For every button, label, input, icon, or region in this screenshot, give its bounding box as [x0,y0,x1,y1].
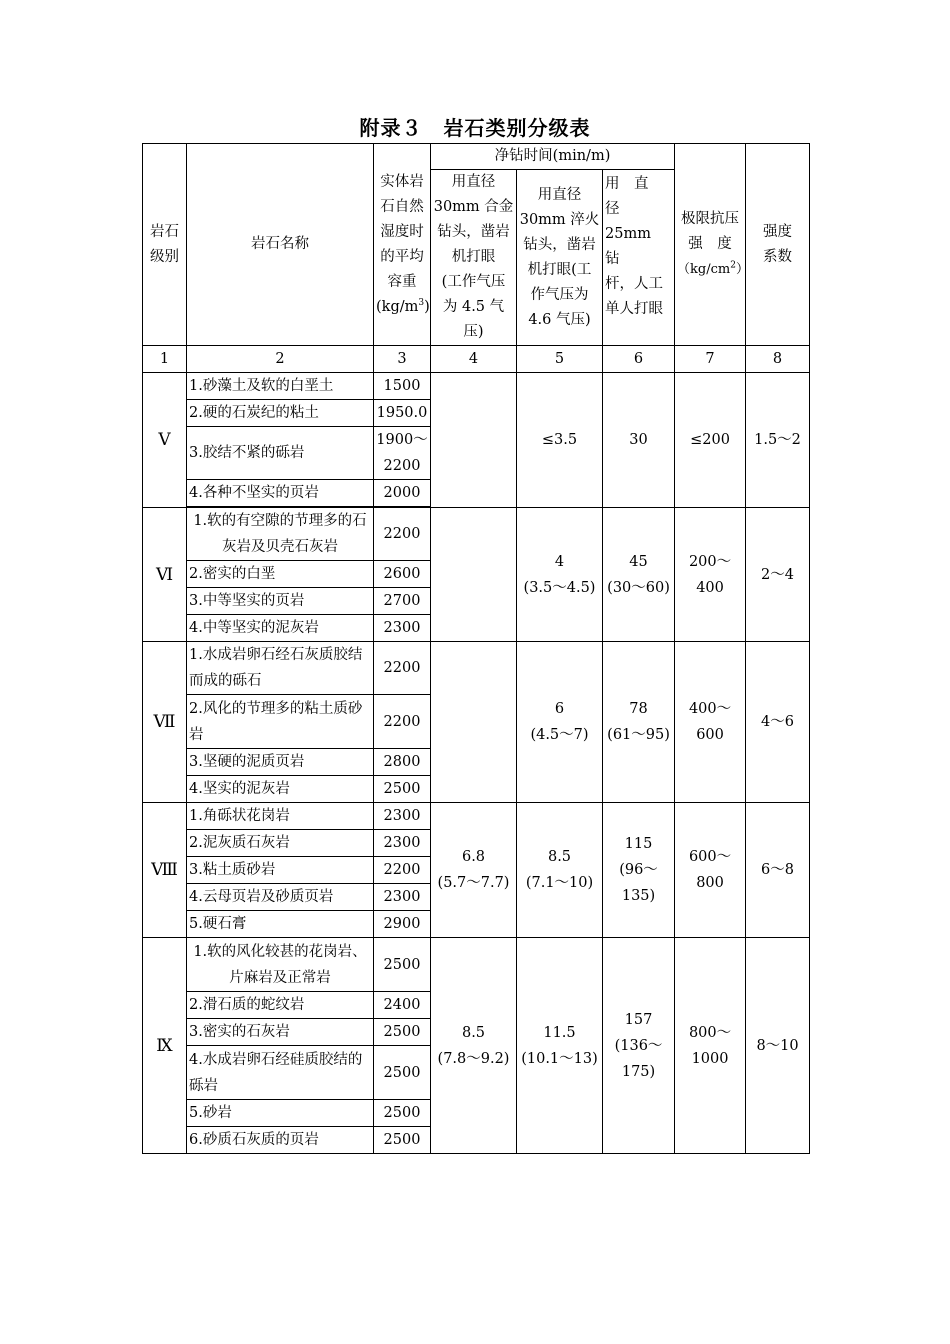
col-number: 7 [675,346,746,373]
rock-density: 2500 [374,1100,431,1127]
drill-range: (3.5～4.5) [523,579,596,596]
drill-range: (30～60) [607,579,670,596]
drill-alloy [431,938,517,1154]
drill-quenched [517,938,603,1154]
header-line: 用直径 [537,186,582,203]
drill-alloy [431,642,517,803]
header-line: 杆，人工 [605,276,663,292]
density-range-end: 2200 [383,458,421,474]
rock-name: 4.云母页岩及砂质页岩 [187,884,374,911]
rock-name: 3.粘土质砂岩 [187,857,374,884]
compressive-strength: 600～800 [675,803,746,938]
header-line: (工作气压 [441,274,506,290]
strength-coefficient: 1.5～2 [746,373,810,508]
rock-name: 4.坚实的泥灰岩 [187,776,374,803]
header-line: 机打眼(工 [527,261,592,278]
rock-name: 2.硬的石炭纪的粘土 [187,400,374,427]
drill-alloy [431,803,517,938]
drill-quenched [517,803,603,938]
header-density [374,144,431,346]
drill-value: 157 [624,1011,653,1028]
rock-density [374,427,431,480]
rock-name: 5.硬石膏 [187,911,374,938]
drill-range: (5.7～7.7) [437,875,510,891]
rock-density: 2700 [374,588,431,615]
col-number: 1 [143,346,187,373]
header-grade: 岩石 级别 [143,144,187,346]
rock-name: 4.各种不坚实的页岩 [187,480,374,507]
drill-range: (7.1～10) [525,875,594,891]
rock-density: 1500 [374,373,431,400]
header-coef-line: 系数 [763,248,793,265]
header-density-line: 石自然 [380,198,424,215]
header-density-line: 实体岩 [380,173,424,190]
rock-density: 2300 [374,615,431,642]
header-line: 用 直 径 [605,176,663,217]
rock-density: 2400 [374,992,431,1019]
header-line: 4.6 气压) [528,311,591,328]
table-row [143,938,810,992]
header-density-unit: $(kg/m^3)$ [376,297,430,315]
drill-value: 8.5 [547,849,572,865]
grade-cell: Ⅵ [143,508,187,642]
drill-value: 45 [629,553,648,570]
rock-name: 3.中等坚实的页岩 [187,588,374,615]
rock-name: 5.砂岩 [187,1100,374,1127]
rock-name: 1.水成岩卵石经石灰质胶结而成的砾石 [187,642,374,695]
strength-coefficient: 2～4 [746,508,810,642]
header-line: 为 4.5 气压) [442,299,505,340]
rock-density: 2200 [374,695,431,749]
rock-name: 3.胶结不紧的砾岩 [187,427,374,480]
drill-range: (10.1～13) [521,1050,598,1067]
rock-name: 1.软的有空隙的节理多的石灰岩及贝壳石灰岩 [187,508,374,561]
rock-density: 2200 [374,857,431,884]
rock-name: 1.角砾状花岗岩 [187,803,374,830]
compressive-strength: 400～600 [675,642,746,803]
grade-cell: Ⅶ [143,642,187,803]
drill-quenched [517,508,603,642]
col-number: 6 [603,346,675,373]
rock-density: 2500 [374,776,431,803]
drill-range: (136～ [614,1037,663,1054]
grade-cell: Ⅸ [143,938,187,1154]
drill-range: (96～135) [619,862,658,904]
strength-line: 1000 [691,1050,729,1067]
rock-density: 2600 [374,561,431,588]
drill-range: (4.5～7) [530,727,589,743]
rock-name: 2.泥灰质石灰岩 [187,830,374,857]
rock-density: 2800 [374,749,431,776]
density-range-start: 1900～ [376,432,428,448]
rock-density: 2300 [374,803,431,830]
rock-grade-table [142,143,810,1154]
header-drill-time: 净钻时间(min/m) [431,144,675,170]
header-strength-unit: $(kg/cm^2)$ [677,260,749,277]
header-drill-quenched [517,170,603,346]
header-line: 作气压为 [530,286,589,303]
rock-name: 4.中等坚实的泥灰岩 [187,615,374,642]
drill-value: 11.5 [543,1024,576,1041]
header-line: 钻头，凿岩 [523,236,596,253]
rock-name: 2.风化的节理多的粘土质砂岩 [187,695,374,749]
compressive-strength [675,938,746,1154]
header-strength-line: 强 度 [688,236,732,252]
header-line: 机打眼 [451,249,496,265]
col-number: 2 [187,346,374,373]
grade-cell: Ⅷ [143,803,187,938]
header-line: 25mm 钻 [605,226,666,267]
header-drill-alloy [431,170,517,346]
rock-density: 2500 [374,1127,431,1154]
table-row [143,803,810,830]
rock-density: 2200 [374,642,431,695]
col-number: 4 [431,346,517,373]
drill-range: (7.8～9.2) [437,1050,510,1067]
drill-value: 78 [629,701,648,717]
drill-quenched [517,642,603,803]
drill-alloy [431,373,517,508]
col-number: 3 [374,346,431,373]
rock-name: 3.坚硬的泥质页岩 [187,749,374,776]
grade-cell: Ⅴ [143,373,187,508]
header-coefficient [746,144,810,346]
header-density-line: 容重 [387,273,417,290]
strength-coefficient: 6～8 [746,803,810,938]
header-line: 30mm 合金 [433,199,514,215]
drill-manual: 30 [603,373,675,508]
col-number: 8 [746,346,810,373]
rock-density: 2900 [374,911,431,938]
compressive-strength: ≤200 [675,373,746,508]
header-strength-line: 极限抗压 [681,211,740,227]
drill-manual [603,803,675,938]
strength-line: 800～ [688,1024,732,1041]
rock-density: 2500 [374,938,431,992]
rock-name: 3.密实的石灰岩 [187,1019,374,1046]
rock-density: 2200 [374,508,431,561]
rock-density: 2500 [374,1019,431,1046]
rock-name: 1.砂藻土及软的白垩土 [187,373,374,400]
header-line: 单人打眼 [605,301,663,317]
rock-name: 6.砂质石灰质的页岩 [187,1127,374,1154]
rock-density: 2300 [374,830,431,857]
header-line: 用直径 [451,174,496,190]
drill-manual [603,938,675,1154]
rock-density: 2300 [374,884,431,911]
drill-alloy [431,508,517,642]
strength-coefficient: 4～6 [746,642,810,803]
header-density-line: 湿度时 [380,223,424,240]
drill-manual [603,508,675,642]
drill-value: 115 [624,836,653,852]
header-rock-name: 岩石名称 [187,144,374,346]
drill-manual [603,642,675,803]
rock-density: 2000 [374,480,431,507]
col-number: 5 [517,346,603,373]
header-line: 钻头，凿岩 [437,224,510,240]
drill-value: 4 [554,553,565,570]
table-row [143,642,810,695]
compressive-strength: 200～400 [675,508,746,642]
header-strength [675,144,749,346]
header-drill-manual [603,170,675,346]
drill-value: 8.5 [461,1024,486,1041]
column-number-row [143,346,810,373]
drill-range: 175) [621,1063,656,1080]
rock-density: 2500 [374,1046,431,1100]
header-coef-line: 强度 [763,223,793,240]
page-title: 附录３ 岩石类别分级表 [359,116,591,140]
drill-value: 6 [554,701,565,717]
header-density-line: 的平均 [380,248,424,265]
rock-name: 4.水成岩卵石经硅质胶结的砾岩 [187,1046,374,1100]
table-row [143,508,810,561]
drill-range: (61～95) [607,727,670,743]
rock-name: 1.软的风化较甚的花岗岩、片麻岩及正常岩 [187,938,374,992]
rock-name: 2.密实的白垩 [187,561,374,588]
drill-value: 6.8 [461,849,486,865]
header-line: 30mm 淬火 [519,211,600,228]
drill-quenched: ≤3.5 [517,373,603,508]
strength-coefficient: 8～10 [746,938,810,1154]
table-row [143,373,810,400]
rock-name: 2.滑石质的蛇纹岩 [187,992,374,1019]
rock-density: 1950.0 [374,400,431,427]
